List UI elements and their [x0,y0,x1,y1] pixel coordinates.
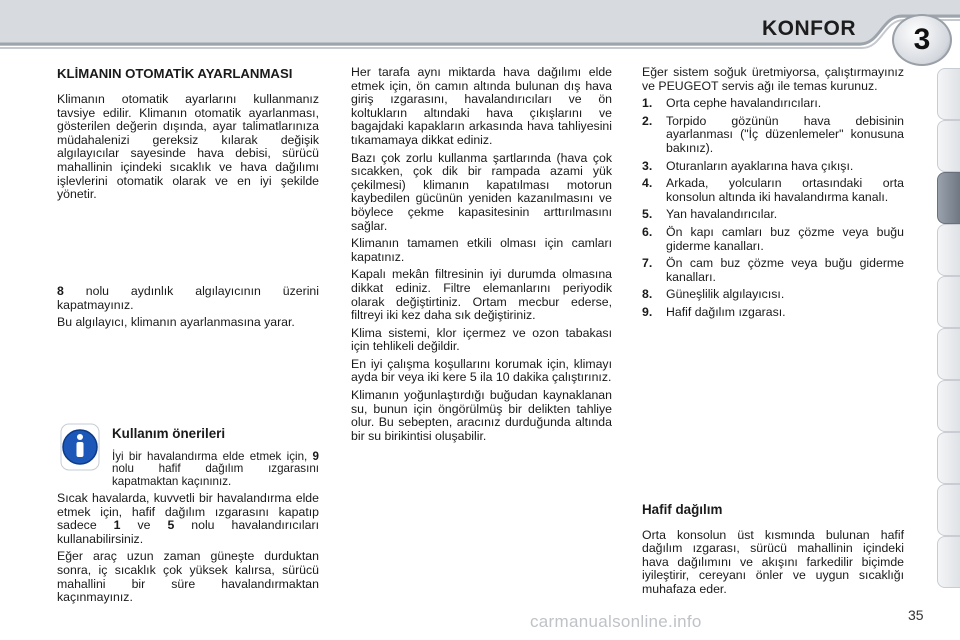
page-number: 35 [908,607,924,623]
list-item-number: 2. [642,113,653,128]
info-icon [60,423,100,471]
paragraph: En iyi çalışma koşullarını korumak için, klimayı ayda bir veya iki kere 5 ila 10 dakika çalıştırınız. [351,356,612,385]
chapter-tab[interactable] [937,328,960,380]
list-item [642,226,904,253]
paragraph: Bazı çok zorlu kullanma şartlarında (hava çok sıcakken, çok dik bir rampada azami yük çekilmesi) klimanın kapatılması motorun kaybedilen gücünün yeniden kazanılmasını ve böylece çekme kapasitesinin arttırılmasını sağlar. [351,150,612,233]
paragraph: Her tarafa aynı miktarda hava dağılımı elde etmek için, ön camın altında bulunan dış hava giriş ızgarasını, havalandırıcıları ve ön koltukların altındaki hava çıkışlarını ve bagajdaki kapakların arkasında hava tahliyesini tıkamamaya dikkat ediniz. [351,65,612,147]
sensor-note [57,285,319,334]
list-item [642,288,904,302]
chapter-tab[interactable] [937,120,960,172]
list-item [642,115,904,156]
light-distribution-text: Orta konsolun üst kısmında bulunan hafif dağılım ızgarası, sürücü mahallinin içindeki hava dağılımını ve akışını farkedilir biçimde iyileştirir, cereyanı önler ve uygun sıcaklığı muhafaza eder. [642,527,904,596]
list-item [642,208,904,222]
list-item [642,177,904,204]
tips-box [112,427,319,493]
list-item-text: Torpido gözünün hava debisinin ayarlanması ("İç düzenlemeler" konusuna bakınız). [666,113,904,155]
list-item [642,257,904,284]
chapter-tab[interactable] [937,536,960,588]
tips-heading: Kullanım önerileri [112,426,226,441]
list-item-number: 5. [642,207,653,222]
chapter-tab[interactable] [937,432,960,484]
hot-weather-text-b: ve [120,518,168,533]
section-title: KLİMANIN OTOMATİK AYARLANMASI [57,66,293,81]
hot-weather-paragraph [57,492,319,546]
list-item-text: Ön cam buz çözme veya buğu giderme kanalları. [666,256,904,284]
light-distribution-heading: Hafif dağılım [642,502,723,517]
cooling-intro: Eğer sistem soğuk üretmiyorsa, çalıştırmayınız ve PEUGEOT servis ağı ile temas kurunuz. [642,65,904,93]
list-item-number: 9. [642,304,653,319]
sensor-paragraph [57,285,319,312]
column-right [642,66,904,324]
list-item-text: Güneşlilik algılayıcısı. [666,287,785,302]
list-item-text: Oturanların ayaklarına hava çıkışı. [666,158,854,173]
tips-number: 9 [312,449,319,463]
list-item-number: 6. [642,224,653,239]
paragraph: Klimanın tamamen etkili olması için camları kapatınız. [351,236,612,264]
intro-paragraph: Klimanın otomatik ayarlarını kullanmanız tavsiye edilir. Klimanın otomatik ayarlanması, gösterilen değerin dışında, ayar talimatlarınıza müdahalenizi gereksiz kılarak değişik algılayıcılar sayesinde hava debisi, sürücü mahallinin içindeki sıcaklık ve hava dağılımı işlevlerini otomatik olarak ve en iyi şekilde yönetir. [57,92,319,202]
vent-list [642,97,904,319]
list-item-number: 8. [642,287,653,302]
chapter-title: KONFOR [762,17,856,40]
sensor-text: nolu aydınlık algılayıcının üzerini kapatmayınız. [57,284,319,312]
list-item-number: 7. [642,256,653,271]
tips-paragraph [112,451,319,489]
list-item-number: 1. [642,96,653,111]
list-item [642,160,904,174]
sensor-purpose: Bu algılayıcı, klimanın ayarlanmasına yarar. [57,315,295,330]
sun-parking-paragraph: Eğer araç uzun zaman güneşte durduktan sonra, iç sıcaklık çok yüksek kalırsa, sürücü mahallini bir süre havalandırmaktan kaçınmayınız. [57,549,319,605]
hot-weather-text-a: Sıcak havalarda, kuvvetli bir havalandırma elde etmek için, hafif dağılım ızgarasını kapatıp sadece [57,491,319,533]
sensor-number: 8 [57,284,64,298]
list-item-text: Yan havalandırıcılar. [666,207,778,222]
chapter-tab[interactable] [937,276,960,328]
chapter-tab[interactable] [937,68,960,120]
list-item [642,306,904,320]
chapter-tabs [934,60,960,620]
list-item-number: 4. [642,176,653,191]
tips-text-b: nolu hafif dağılım ızgarasını kapatmaktan kaçınınız. [112,462,319,489]
list-item-text: Arkada, yolcuların ortasındaki orta konsolun altında iki havalandırma kanalı. [666,176,904,204]
chapter-tab-active[interactable] [937,172,960,224]
list-item-text: Orta cephe havalandırıcıları. [666,96,822,111]
vent-number-5: 5 [167,518,175,533]
paragraph: Klima sistemi, klor içermez ve ozon tabakası için tehlikeli değildir. [351,325,612,354]
paragraph: Kapalı mekân filtresinin iyi durumda olmasına dikkat ediniz. Filtre elemanlarını periyodik olarak değiştirtiniz. Ortam mecbur ederse, filtreyi iki kez daha sık değiştiriniz. [351,267,612,323]
chapter-tab[interactable] [937,224,960,276]
chapter-number-badge: 3 [892,14,952,66]
vent-number-1: 1 [113,518,121,533]
column-left-bottom [57,492,319,609]
column-middle [351,66,612,447]
list-item-text: Ön kapı camları buz çözme veya buğu giderme kanalları. [666,224,904,253]
list-item-text: Hafif dağılım ızgarası. [666,304,786,319]
paragraph: Klimanın yoğunlaştırdığı buğudan kaynaklanan su, bunun için öngörülmüş bir delikten tahliye olur. Bu sebepten, aracınız durduğunda altında bir su birikintisi oluşabilir. [351,388,612,443]
list-item-number: 3. [642,158,653,173]
chapter-tab[interactable] [937,380,960,432]
column-left [57,66,319,206]
chapter-tab[interactable] [937,484,960,536]
light-distribution-section [642,503,904,601]
tips-text-a: İyi bir havalandırma elde etmek için, [112,449,313,463]
hot-weather-text-c: nolu havalandırıcıları kullanabilirsiniz. [57,518,319,546]
watermark: carmanualsonline.info [530,612,702,631]
list-item [642,97,904,111]
